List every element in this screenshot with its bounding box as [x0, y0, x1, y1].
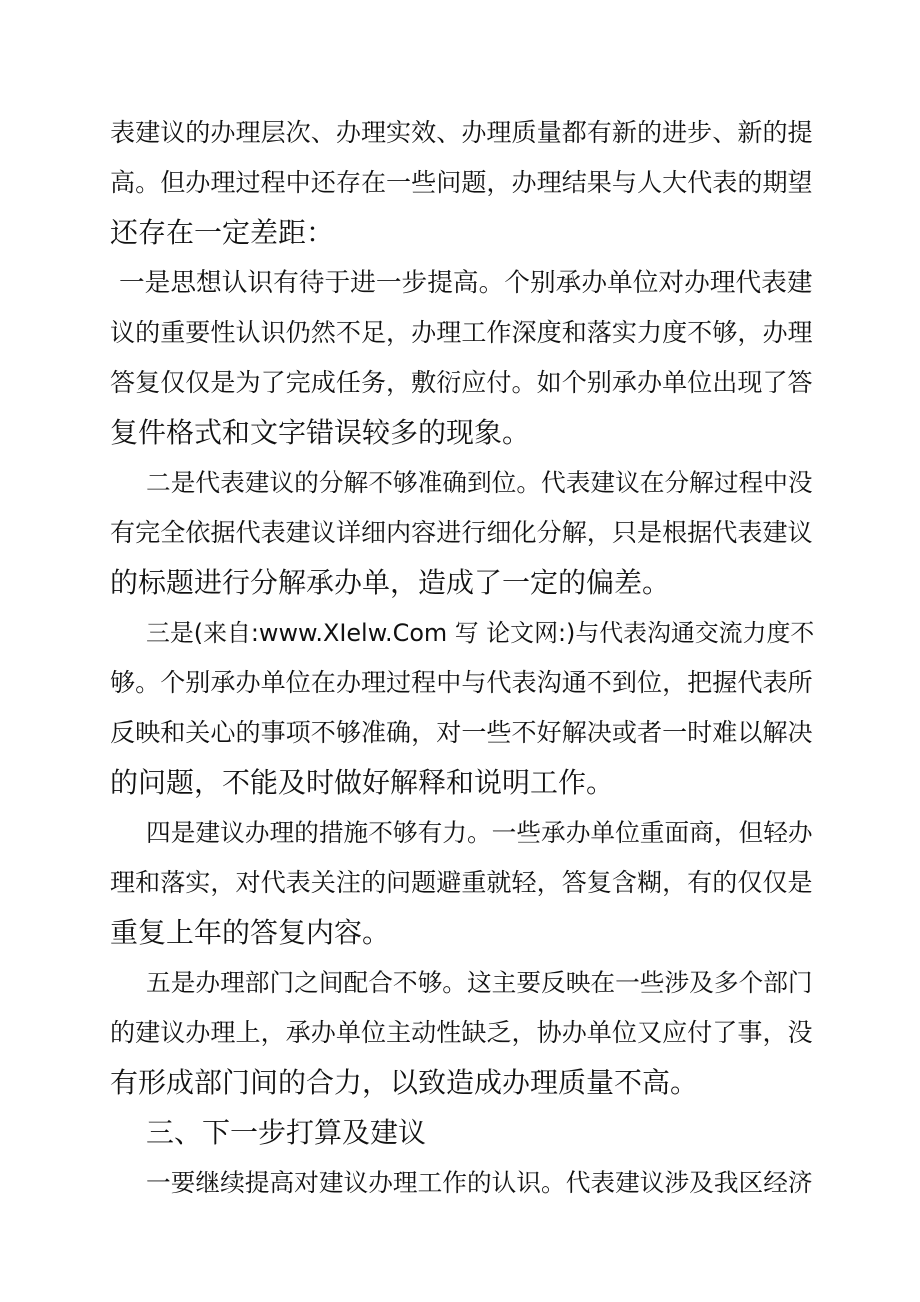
- text-line: 反映和关心的事项不够准确，对一些不好解决或者一时难以解决: [110, 718, 813, 747]
- text-line: 二是代表建议的分解不够准确到位。代表建议在分解过程中没: [146, 468, 813, 497]
- text-line: 理和落实，对代表关注的问题避重就轻，答复含糊，有的仅仅是: [110, 868, 813, 897]
- text-line: 答复仅仅是为了完成任务，敷衍应付。如个别承办单位出现了答: [110, 368, 813, 397]
- text-line: 五是办理部门之间配合不够。这主要反映在一些涉及多个部门: [146, 968, 813, 997]
- heading-text: 三、下一步打算及建议: [146, 1116, 427, 1149]
- text-line: 重复上年的答复内容。: [110, 916, 391, 949]
- text-line: 一要继续提高对建议办理工作的认识。代表建议涉及我区经济: [146, 1168, 813, 1197]
- text-line: 一是思想认识有待于进一步提高。个别承办单位对办理代表建: [119, 268, 813, 298]
- text-line: 高。但办理过程中还存在一些问题，办理结果与人大代表的期望: [110, 168, 813, 197]
- text-line: 复件格式和文字错误较多的现象。: [110, 416, 531, 449]
- text-line: 表建议的办理层次、办理实效、办理质量都有新的进步、新的提: [110, 118, 813, 147]
- text-line: 三是(来自:www.XIelw.Com 写 论文网:)与代表沟通交流力度不: [146, 619, 815, 647]
- text-line: 议的重要性认识仍然不足，办理工作深度和落实力度不够，办理: [110, 318, 813, 347]
- text-line: 的建议办理上，承办单位主动性缺乏，协办单位又应付了事，没: [110, 1018, 813, 1047]
- text-line: 的标题进行分解承办单，造成了一定的偏差。: [110, 566, 671, 599]
- text-line: 还存在一定差距：: [110, 216, 335, 249]
- text-line: 有形成部门间的合力，以致造成办理质量不高。: [110, 1066, 699, 1099]
- text-line: 四是建议办理的措施不够有力。一些承办单位重面商，但轻办: [146, 818, 813, 847]
- text-line: 有完全依据代表建议详细内容进行细化分解，只是根据代表建议: [110, 518, 813, 547]
- text-line: 够。个别承办单位在办理过程中与代表沟通不到位，把握代表所: [110, 668, 813, 697]
- text-line: 的问题，不能及时做好解释和说明工作。: [110, 766, 615, 799]
